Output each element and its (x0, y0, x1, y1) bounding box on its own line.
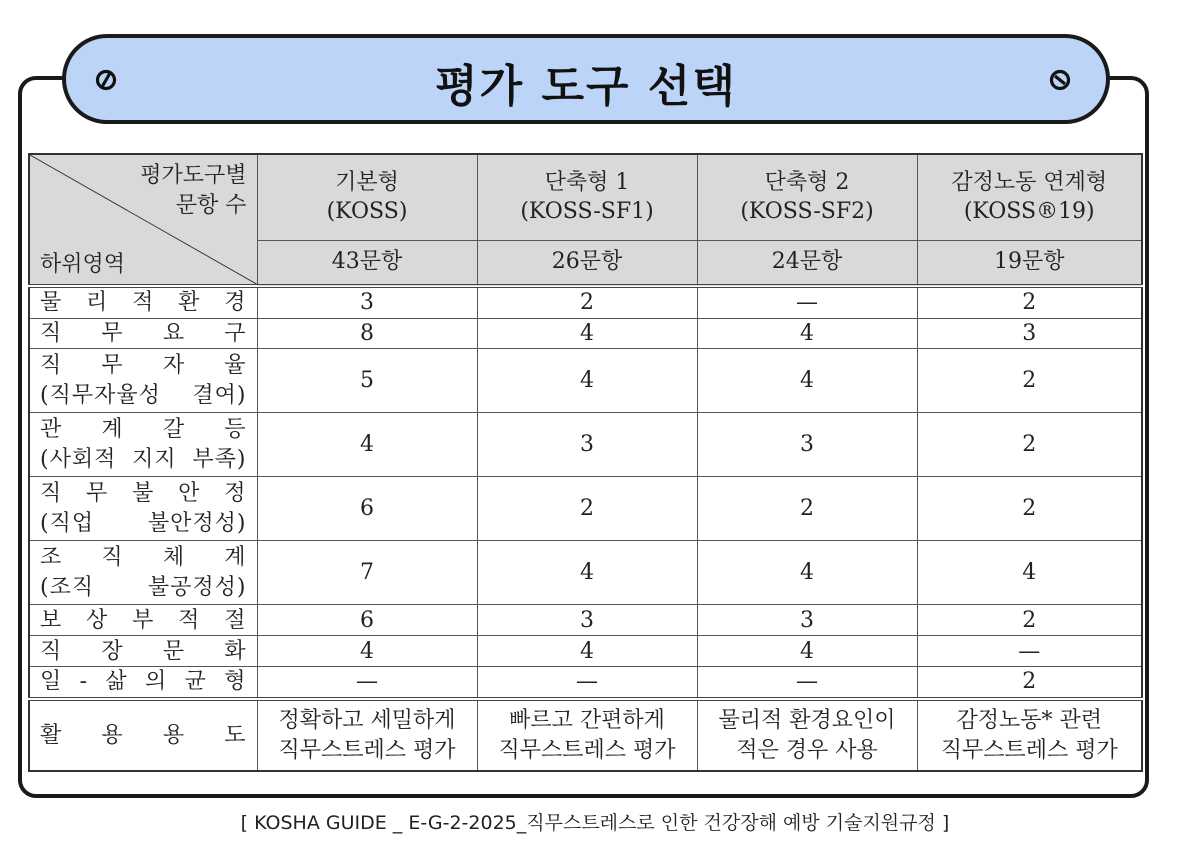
table-cell: — (697, 667, 917, 699)
row-label: 직 무 불 안 정 (직업 불안정성) (29, 477, 257, 541)
table-cell: 5 (257, 349, 477, 413)
table-row (29, 605, 1142, 636)
table-cell: 4 (257, 413, 477, 477)
table-cell: — (257, 667, 477, 699)
column-header: 단축형 1 (KOSS-SF1) (477, 154, 697, 240)
column-header: 기본형 (KOSS) (257, 154, 477, 240)
title-banner (62, 34, 1110, 124)
table-cell: 4 (477, 541, 697, 605)
usage-cell: 감정노동* 관련 직무스트레스 평가 (917, 699, 1142, 771)
column-header: 감정노동 연계형 (KOSS®19) (917, 154, 1142, 240)
table-cell: 4 (917, 541, 1142, 605)
table-cell: 4 (697, 541, 917, 605)
table-cell: 2 (917, 477, 1142, 541)
column-count: 26문항 (477, 240, 697, 286)
table-cell: — (697, 286, 917, 318)
table-cell: 2 (917, 413, 1142, 477)
table-cell: 4 (477, 349, 697, 413)
row-label: 일 - 삶 의 균 형 (29, 667, 257, 699)
table-cell: 3 (917, 318, 1142, 349)
table-cell: 4 (477, 636, 697, 667)
table-row (29, 541, 1142, 605)
table-cell: 2 (917, 605, 1142, 636)
table-cell: 3 (477, 413, 697, 477)
column-header: 단축형 2 (KOSS-SF2) (697, 154, 917, 240)
table-row (29, 477, 1142, 541)
usage-row (29, 699, 1142, 771)
table-row (29, 636, 1142, 667)
row-label: 조 직 체 계 (조직 불공정성) (29, 541, 257, 605)
table-cell: 7 (257, 541, 477, 605)
usage-cell: 빠르고 간편하게 직무스트레스 평가 (477, 699, 697, 771)
row-label: 직 무 자 율 (직무자율성 결여) (29, 349, 257, 413)
column-count: 43문항 (257, 240, 477, 286)
usage-label: 활 용 용 도 (29, 699, 257, 771)
corner-top-line2: 문항 수 (175, 192, 247, 218)
table-row (29, 318, 1142, 349)
column-count: 19문항 (917, 240, 1142, 286)
table-cell: 4 (697, 318, 917, 349)
corner-bottom-label: 하위영역 (40, 252, 126, 278)
table-cell: 2 (917, 349, 1142, 413)
table-cell: 3 (477, 605, 697, 636)
table-cell: 2 (917, 286, 1142, 318)
table-cell: — (917, 636, 1142, 667)
table-cell: 2 (917, 667, 1142, 699)
usage-cell: 물리적 환경요인이 적은 경우 사용 (697, 699, 917, 771)
circle-minus-icon (1048, 68, 1072, 92)
table-cell: 6 (257, 477, 477, 541)
table-row (29, 413, 1142, 477)
table-cell: 3 (697, 605, 917, 636)
table-cell: 6 (257, 605, 477, 636)
table-row (29, 286, 1142, 318)
row-label: 관 계 갈 등 (사회적 지지 부족) (29, 413, 257, 477)
table-row (29, 349, 1142, 413)
table-cell: — (477, 667, 697, 699)
corner-top-line1: 평가도구별 (140, 163, 247, 188)
table-cell: 2 (477, 286, 697, 318)
source-caption: [ KOSHA GUIDE _ E-G-2-2025_직무스트레스로 인한 건강장해 예방 기술지원규정 ] (240, 812, 950, 834)
table-cell: 3 (697, 413, 917, 477)
row-label: 물 리 적 환 경 (29, 286, 257, 318)
table-cell: 8 (257, 318, 477, 349)
assessment-tool-table (28, 153, 1143, 772)
corner-header-cell (29, 154, 257, 286)
table-cell: 2 (697, 477, 917, 541)
row-label: 보 상 부 적 절 (29, 605, 257, 636)
row-label: 직 무 요 구 (29, 318, 257, 349)
table-row (29, 667, 1142, 699)
column-count: 24문항 (697, 240, 917, 286)
table-cell: 4 (257, 636, 477, 667)
table-cell: 2 (477, 477, 697, 541)
page-title: 평가 도구 선택 (435, 61, 737, 112)
row-label: 직 장 문 화 (29, 636, 257, 667)
table-cell: 4 (477, 318, 697, 349)
table-cell: 4 (697, 349, 917, 413)
usage-cell: 정확하고 세밀하게 직무스트레스 평가 (257, 699, 477, 771)
table-cell: 4 (697, 636, 917, 667)
table-cell: 3 (257, 286, 477, 318)
